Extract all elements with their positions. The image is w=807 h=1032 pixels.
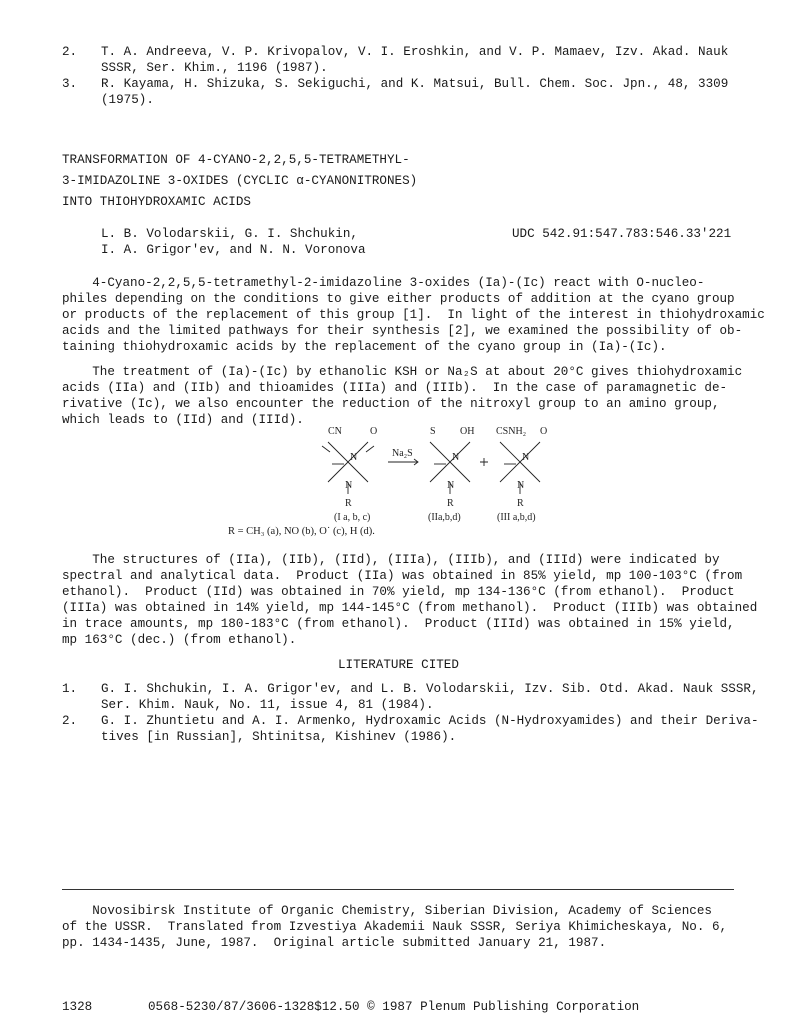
article-title-line: TRANSFORMATION OF 4-CYANO-2,2,5,5-TETRAMETHYL- — [62, 153, 410, 167]
paragraph-line: acids and the limited pathways for their synthesis [2], we examined the possibility of ob- — [62, 324, 743, 338]
compound-label: (III a,b,d) — [497, 512, 536, 523]
paragraph-line: The treatment of (Ia)-(Ic) by ethanolic KSH or Na₂S at about 20°C gives thiohydroxamic — [62, 365, 743, 379]
paragraph-line: mp 163°C (dec.) (from ethanol). — [62, 633, 297, 647]
ref-text: SSSR, Ser. Khim., 1196 (1987). — [101, 61, 328, 75]
ref-text: G. I. Shchukin, I. A. Grigor'ev, and L. B. Volodarskii, Izv. Sib. Otd. Akad. Nauk SSSR, — [101, 682, 759, 696]
scheme-label: OH — [460, 426, 475, 437]
paragraph-line: acids (IIa) and (IIb) and thioamides (IIIa) and (IIIb). In the case of paramagnetic de- — [62, 381, 728, 395]
compound-label: (I a, b, c) — [334, 512, 371, 523]
footnote-line: Novosibirsk Institute of Organic Chemistry, Siberian Division, Academy of Sciences — [62, 904, 712, 918]
ref-text: tives [in Russian], Shtinitsa, Kishinev (1986). — [101, 730, 457, 744]
scheme-label: N — [345, 480, 353, 491]
scheme-label: R — [517, 498, 524, 509]
compound-label: (IIa,b,d) — [428, 512, 461, 523]
paragraph-line: ethanol). Product (IId) was obtained in 70% yield, mp 134-136°C (from ethanol). Product — [62, 585, 735, 599]
ref-text: G. I. Zhuntietu and A. I. Armenko, Hydroxamic Acids (N-Hydroxyamides) and their Deriva- — [101, 714, 759, 728]
scheme-label: N — [350, 452, 358, 463]
paragraph-line: (IIIa) was obtained in 14% yield, mp 144-145°C (from methanol). Product (IIIb) was obtained — [62, 601, 758, 615]
ref-number: 1. — [62, 682, 78, 696]
scheme-label: N — [517, 480, 525, 491]
article-title-line: INTO THIOHYDROXAMIC ACIDS — [62, 195, 251, 209]
ref-number: 2. — [62, 714, 78, 728]
paragraph-line: in trace amounts, mp 180-183°C (from ethanol). Product (IIId) was obtained in 15% yield, — [62, 617, 735, 631]
scheme-label: CSNH₂ — [496, 426, 527, 437]
ref-text: T. A. Andreeva, V. P. Krivopalov, V. I. Eroshkin, and V. P. Mamaev, Izv. Akad. Nauk — [101, 45, 729, 59]
authors-line: I. A. Grigor'ev, and N. N. Voronova — [101, 243, 366, 257]
scheme-label: S — [430, 426, 436, 437]
udc-code: UDC 542.91:547.783:546.33'221 — [512, 227, 732, 241]
scheme-label: O — [540, 426, 548, 437]
reagent-label: Na₂S — [392, 448, 413, 459]
authors-line: L. B. Volodarskii, G. I. Shchukin, — [101, 227, 358, 241]
footnote-line: pp. 1434-1435, June, 1987. Original article submitted January 21, 1987. — [62, 936, 607, 950]
copyright-line: 0568-5230/87/3606-1328$12.50 © 1987 Plenum Publishing Corporation — [148, 1000, 640, 1014]
page-number: 1328 — [62, 1000, 93, 1014]
footnote-line: of the USSR. Translated from Izvestiya Akademii Nauk SSSR, Seriya Khimicheskaya, No. 6, — [62, 920, 728, 934]
paragraph-line: The structures of (IIa), (IIb), (IId), (IIIa), (IIIb), and (IIId) were indicated by — [62, 553, 720, 567]
paragraph-line: or products of the replacement of this group [1]. In light of the interest in thiohydroxamic — [62, 308, 765, 322]
paragraph-line: which leads to (IId) and (IIId). — [62, 413, 304, 427]
footnote-rule — [62, 889, 734, 890]
scheme-label: R — [447, 498, 454, 509]
scheme-label: O — [370, 426, 378, 437]
reaction-scheme — [300, 424, 580, 534]
scheme-label: R — [345, 498, 352, 509]
ref-text: (1975). — [101, 93, 154, 107]
ref-number: 2. — [62, 45, 78, 59]
scheme-label: CN — [328, 426, 342, 437]
ref-text: Ser. Khim. Nauk, No. 11, issue 4, 81 (1984). — [101, 698, 434, 712]
paragraph-line: spectral and analytical data. Product (IIa) was obtained in 85% yield, mp 100-103°C (from — [62, 569, 743, 583]
scheme-label: N — [447, 480, 455, 491]
r-definition: R = CH₃ (a), NO (b), O˙ (c), H (d). — [228, 526, 375, 537]
paragraph-line: taining thiohydroxamic acids by the replacement of the cyano group in (Ia)-(Ic). — [62, 340, 667, 354]
paragraph-line: 4-Cyano-2,2,5,5-tetramethyl-2-imidazoline 3-oxides (Ia)-(Ic) react with O-nucleo- — [62, 276, 705, 290]
scheme-label: N — [522, 452, 530, 463]
article-title-line: 3-IMIDAZOLINE 3-OXIDES (CYCLIC α-CYANONITRONES) — [62, 174, 418, 188]
scheme-label: N — [452, 452, 460, 463]
section-heading: LITERATURE CITED — [338, 658, 459, 672]
ref-number: 3. — [62, 77, 78, 91]
paragraph-line: rivative (Ic), we also encounter the reduction of the nitroxyl group to an amino group, — [62, 397, 720, 411]
ref-text: R. Kayama, H. Shizuka, S. Sekiguchi, and K. Matsui, Bull. Chem. Soc. Jpn., 48, 3309 — [101, 77, 729, 91]
paragraph-line: philes depending on the conditions to give either products of addition at the cyano group — [62, 292, 735, 306]
